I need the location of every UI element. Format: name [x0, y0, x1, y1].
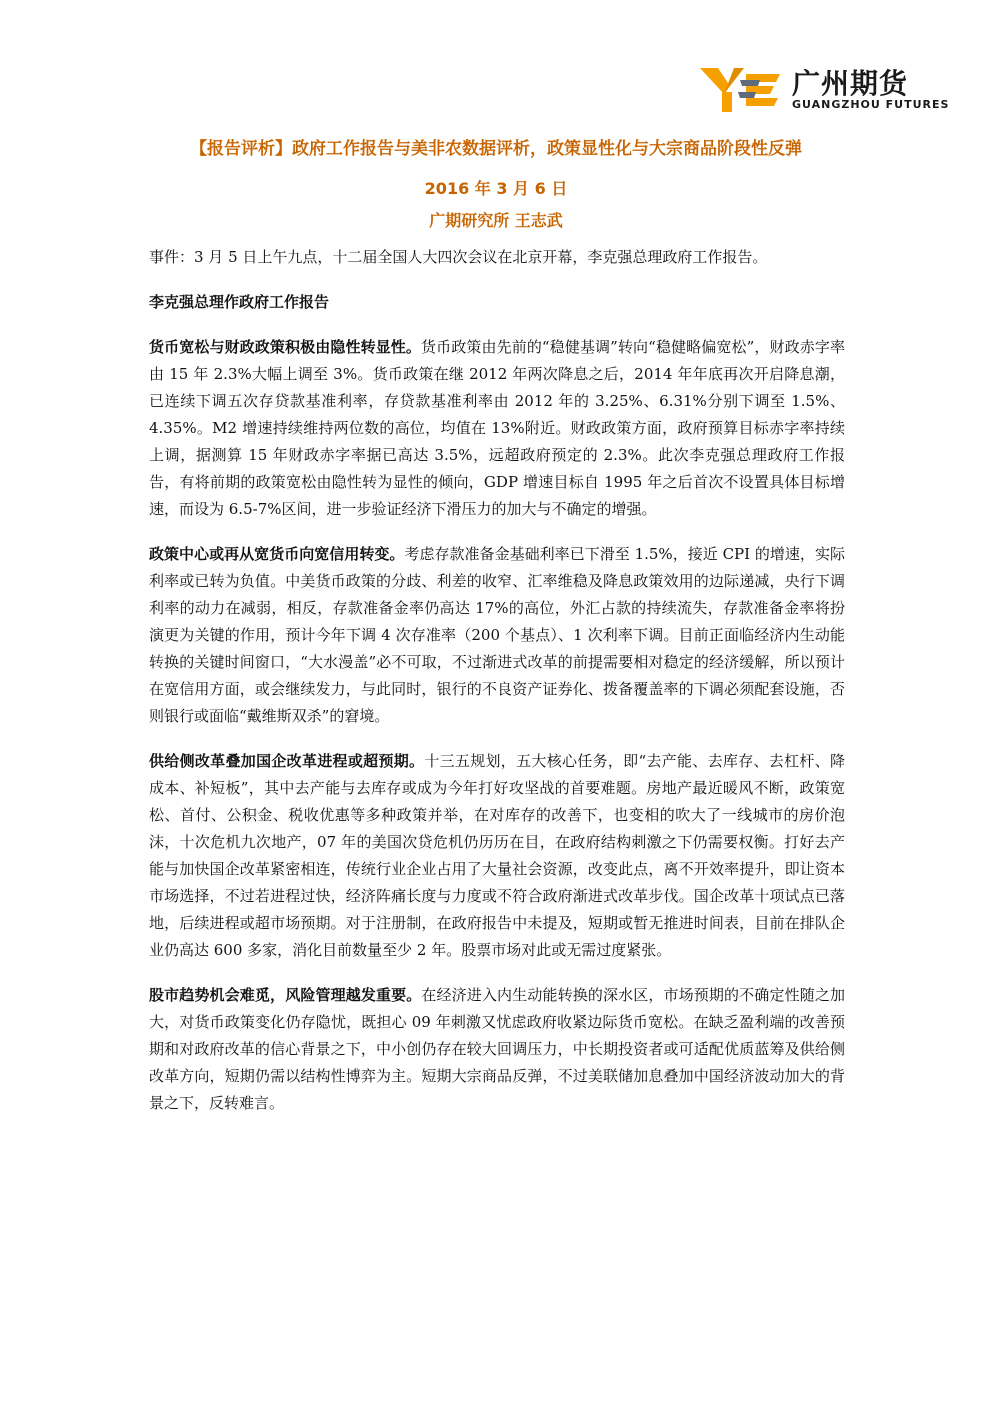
guangzhou-futures-logo-icon	[700, 66, 784, 114]
report-author: 广期研究所 王志武	[429, 211, 563, 230]
report-title: 【报告评析】政府工作报告与美非农数据评析，政策显性化与大宗商品阶段性反弹	[190, 139, 802, 159]
paragraph-stock-market	[149, 982, 845, 1117]
report-date: 2016 年 3 月 6 日	[424, 179, 568, 198]
paragraph-credit-policy	[149, 541, 845, 730]
paragraph-text: 在经济进入内生动能转换的深水区，市场预期的不确定性随之加大，对货币政策变化仍存隐忧，既担心 09 年刺激又忧虑政府收紧边际货币宽松。在缺乏盈利端的改善预期和对政府改革的信心背景之下，中小创仍存在较大回调压力，中长期投资者或可适配优质蓝筹及供给侧改革方向，短期仍需以结构性博弈为主。短期大宗商品反弹，不过美联储加息叠加中国经济波动加大的背景之下，反转难言。	[149, 986, 845, 1112]
paragraph-monetary-fiscal	[149, 334, 845, 523]
section-heading: 李克强总理作政府工作报告	[149, 293, 330, 311]
paragraph-lead: 货币宽松与财政政策积极由隐性转显性。	[149, 338, 422, 356]
paragraph-text: 考虑存款准备金基础利率已下滑至 1.5%，接近 CPI 的增速，实际利率或已转为负值。中美货币政策的分歧、利差的收窄、汇率维稳及降息政策效用的边际递减，央行下调利率的动力在减弱，相反，存款准备金率仍高达 17%的高位，外汇占款的持续流失，存款准备金率将扮演更为关键的作用，预计今年下调 4 次存准率（200 个基点）、1 次利率下调。目前正面临经济内生动能转换的关键时间窗口，“大水漫盖”必不可取，不过渐进式改革的前提需要相对稳定的经济缓解，所以预计在宽信用方面，或会继续发力，与此同时，银行的不良资产证券化、拨备覆盖率的下调必须配套设施，否则银行或面临“戴维斯双杀”的窘境。	[149, 545, 845, 725]
paragraph-text: 货币政策由先前的“稳健基调”转向“稳健略偏宽松”，财政赤字率由 15 年 2.3%大幅上调至 3%。货币政策在继 2012 年两次降息之后，2014 年年底再次开启降息潮，已连续下调五次存贷款基准利率，存贷款基准利率由 2012 年的 3.25%、6.31%分别下调至 1.5%、4.35%。M2 增速持续维持两位数的高位，均值在 13%附近。财政政策方面，政府预算目标赤字率持续上调，据测算 15 年财政赤字率据已高达 3.5%，远超政府预定的 2.3%。此次李克强总理政府工作报告，有将前期的政策宽松由隐性转为显性的倾向，GDP 增速目标自 1995 年之后首次不设置具体目标增速，而设为 6.5-7%区间，进一步验证经济下滑压力的加大与不确定的增强。	[149, 338, 845, 518]
logo-name-en: GUANGZHOU FUTURES	[792, 98, 950, 111]
paragraph-text: 十三五规划，五大核心任务，即“去产能、去库存、去杠杆、降成本、补短板”，其中去产能与去库存或成为今年打好攻坚战的首要难题。房地产最近暖风不断，政策宽松、首付、公积金、税收优惠等多种政策并举，在对库存的改善下，也变相的吹大了一线城市的房价泡沫，十次危机九次地产，07 年的美国次贷危机仍历历在目，在政府结构刺激之下仍需要权衡。打好去产能与加快国企改革紧密相连，传统行业企业占用了大量社会资源，改变此点，离不开效率提升，即让资本市场选择，不过若进程过快，经济阵痛长度与力度或不符合政府渐进式改革步伐。国企改革十项试点已落地，后续进程或超市场预期。对于注册制，在政府报告中未提及，短期或暂无推进时间表，目前在排队企业仍高达 600 多家，消化目前数量至少 2 年。股票市场对此或无需过度紧张。	[149, 752, 845, 959]
logo-name-cn: 广州期货	[792, 67, 909, 100]
paragraph-lead: 供给侧改革叠加国企改革进程或超预期。	[149, 752, 425, 770]
paragraph-lead: 股市趋势机会难觅，风险管理越发重要。	[149, 986, 422, 1004]
company-logo	[700, 62, 950, 122]
event-paragraph: 事件：3 月 5 日上午九点，十二届全国人大四次会议在北京开幕，李克强总理政府工作报告。	[149, 248, 768, 266]
paragraph-lead: 政策中心或再从宽货币向宽信用转变。	[149, 545, 405, 563]
paragraph-supply-side-reform	[149, 748, 845, 964]
report-body	[149, 244, 845, 1135]
